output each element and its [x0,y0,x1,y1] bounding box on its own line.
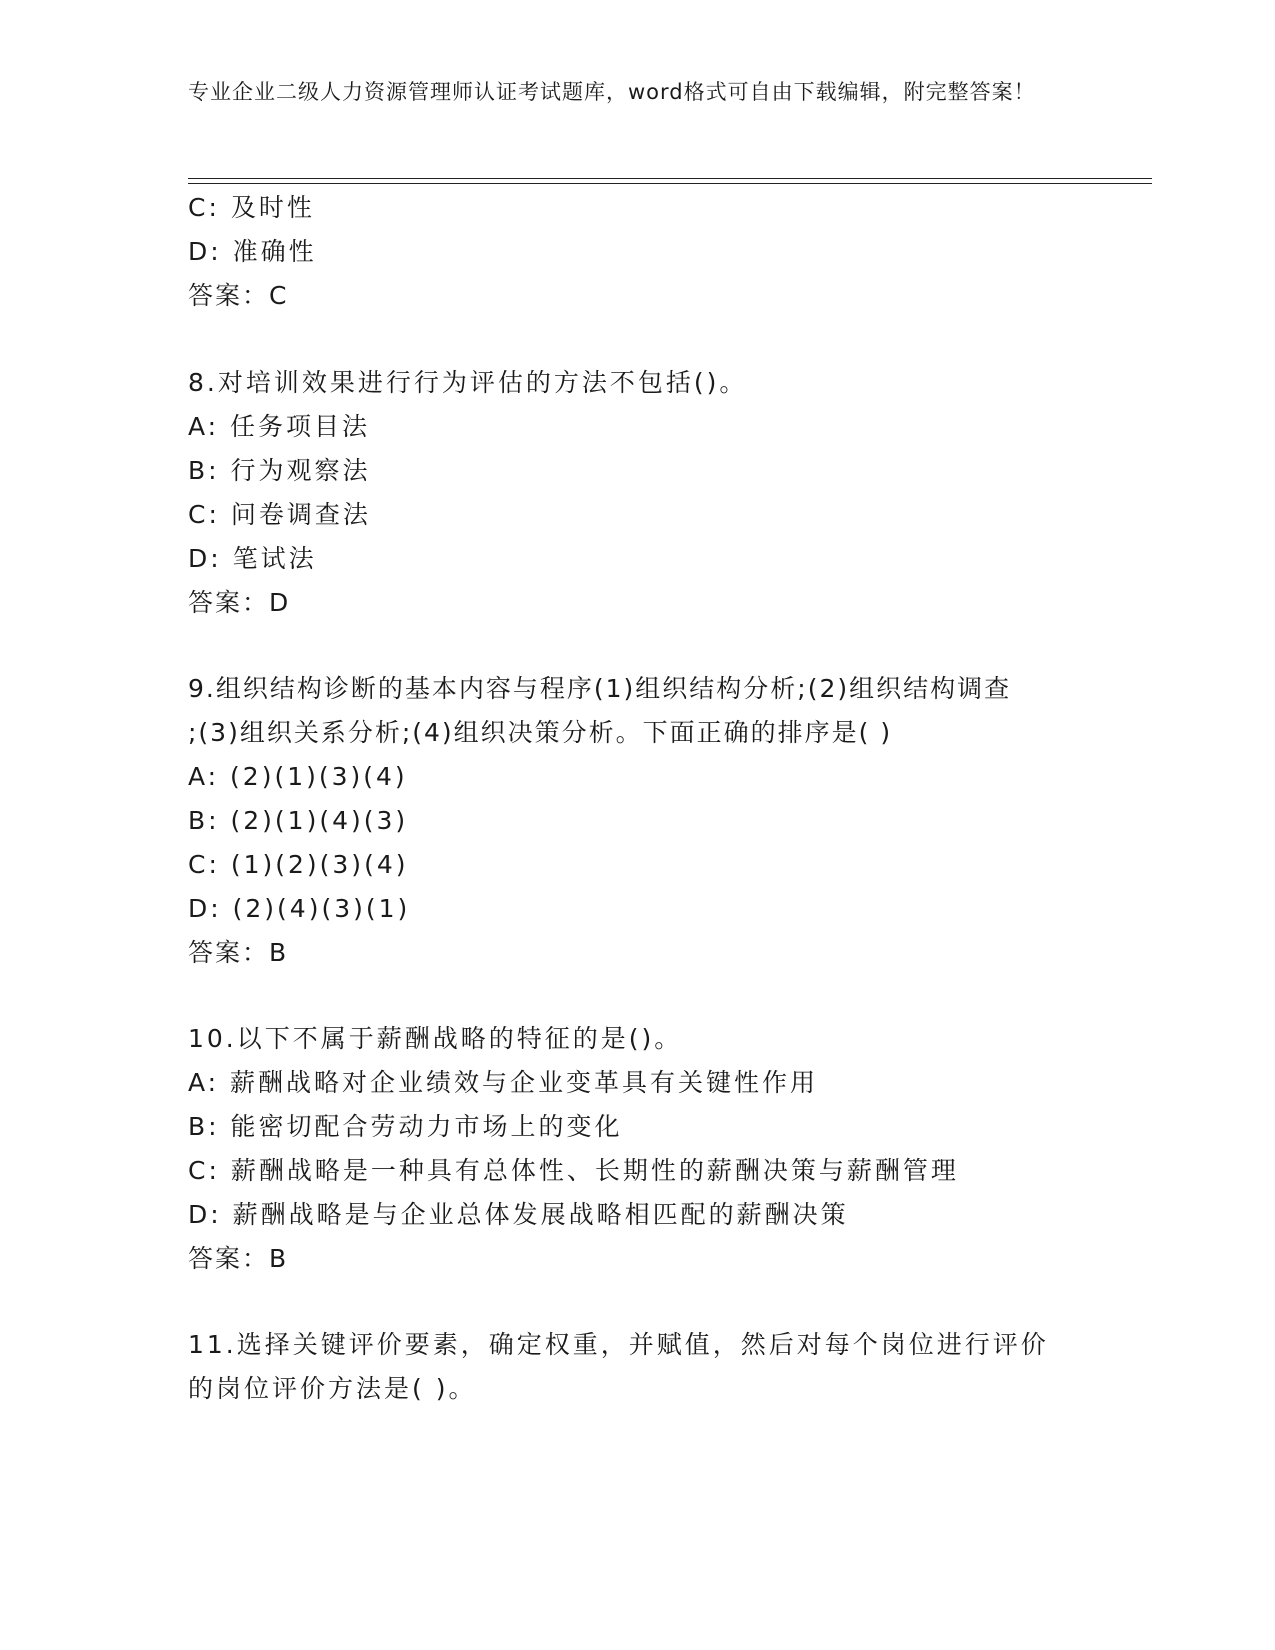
q9-option-b: B: (2)(1)(4)(3) [188,806,409,835]
q8-option-d: D: 笔试法 [188,544,317,573]
q8-answer: 答案：D [188,588,291,617]
answer: 答案：C [188,281,289,310]
question-9-stem-line-1: 9.组织结构诊断的基本内容与程序(1)组织结构分析;(2)组织结构调查 [188,674,1012,703]
q8-option-c: C: 问卷调查法 [188,500,371,529]
q8-option-b: B: 行为观察法 [188,456,371,485]
q8-option-a: A: 任务项目法 [188,412,371,441]
q9-answer: 答案：B [188,938,289,967]
document-header: 专业企业二级人力资源管理师认证考试题库，word格式可自由下载编辑，附完整答案！ [188,80,1036,104]
q9-option-a: A: (2)(1)(3)(4) [188,762,408,791]
question-11-stem-line-1: 11.选择关键评价要素，确定权重，并赋值，然后对每个岗位进行评价 [188,1330,1049,1359]
q9-option-c: C: (1)(2)(3)(4) [188,850,409,879]
header-divider-bottom [188,183,1152,184]
q9-option-d: D: (2)(4)(3)(1) [188,894,411,923]
q10-option-c: C: 薪酬战略是一种具有总体性、长期性的薪酬决策与薪酬管理 [188,1156,959,1185]
question-9-stem-line-2: ;(3)组织关系分析;(4)组织决策分析。下面正确的排序是( ) [188,718,893,747]
option-d: D: 准确性 [188,237,317,266]
q10-option-b: B: 能密切配合劳动力市场上的变化 [188,1112,623,1141]
option-c: C: 及时性 [188,193,315,222]
question-8-stem: 8.对培训效果进行行为评估的方法不包括()。 [188,368,748,397]
question-11-stem-line-2: 的岗位评价方法是( )。 [188,1374,477,1403]
q10-option-a: A: 薪酬战略对企业绩效与企业变革具有关键性作用 [188,1068,819,1097]
question-10-stem: 10.以下不属于薪酬战略的特征的是()。 [188,1024,683,1053]
q10-option-d: D: 薪酬战略是与企业总体发展战略相匹配的薪酬决策 [188,1200,849,1229]
q10-answer: 答案：B [188,1244,289,1273]
header-divider-top [188,178,1152,179]
